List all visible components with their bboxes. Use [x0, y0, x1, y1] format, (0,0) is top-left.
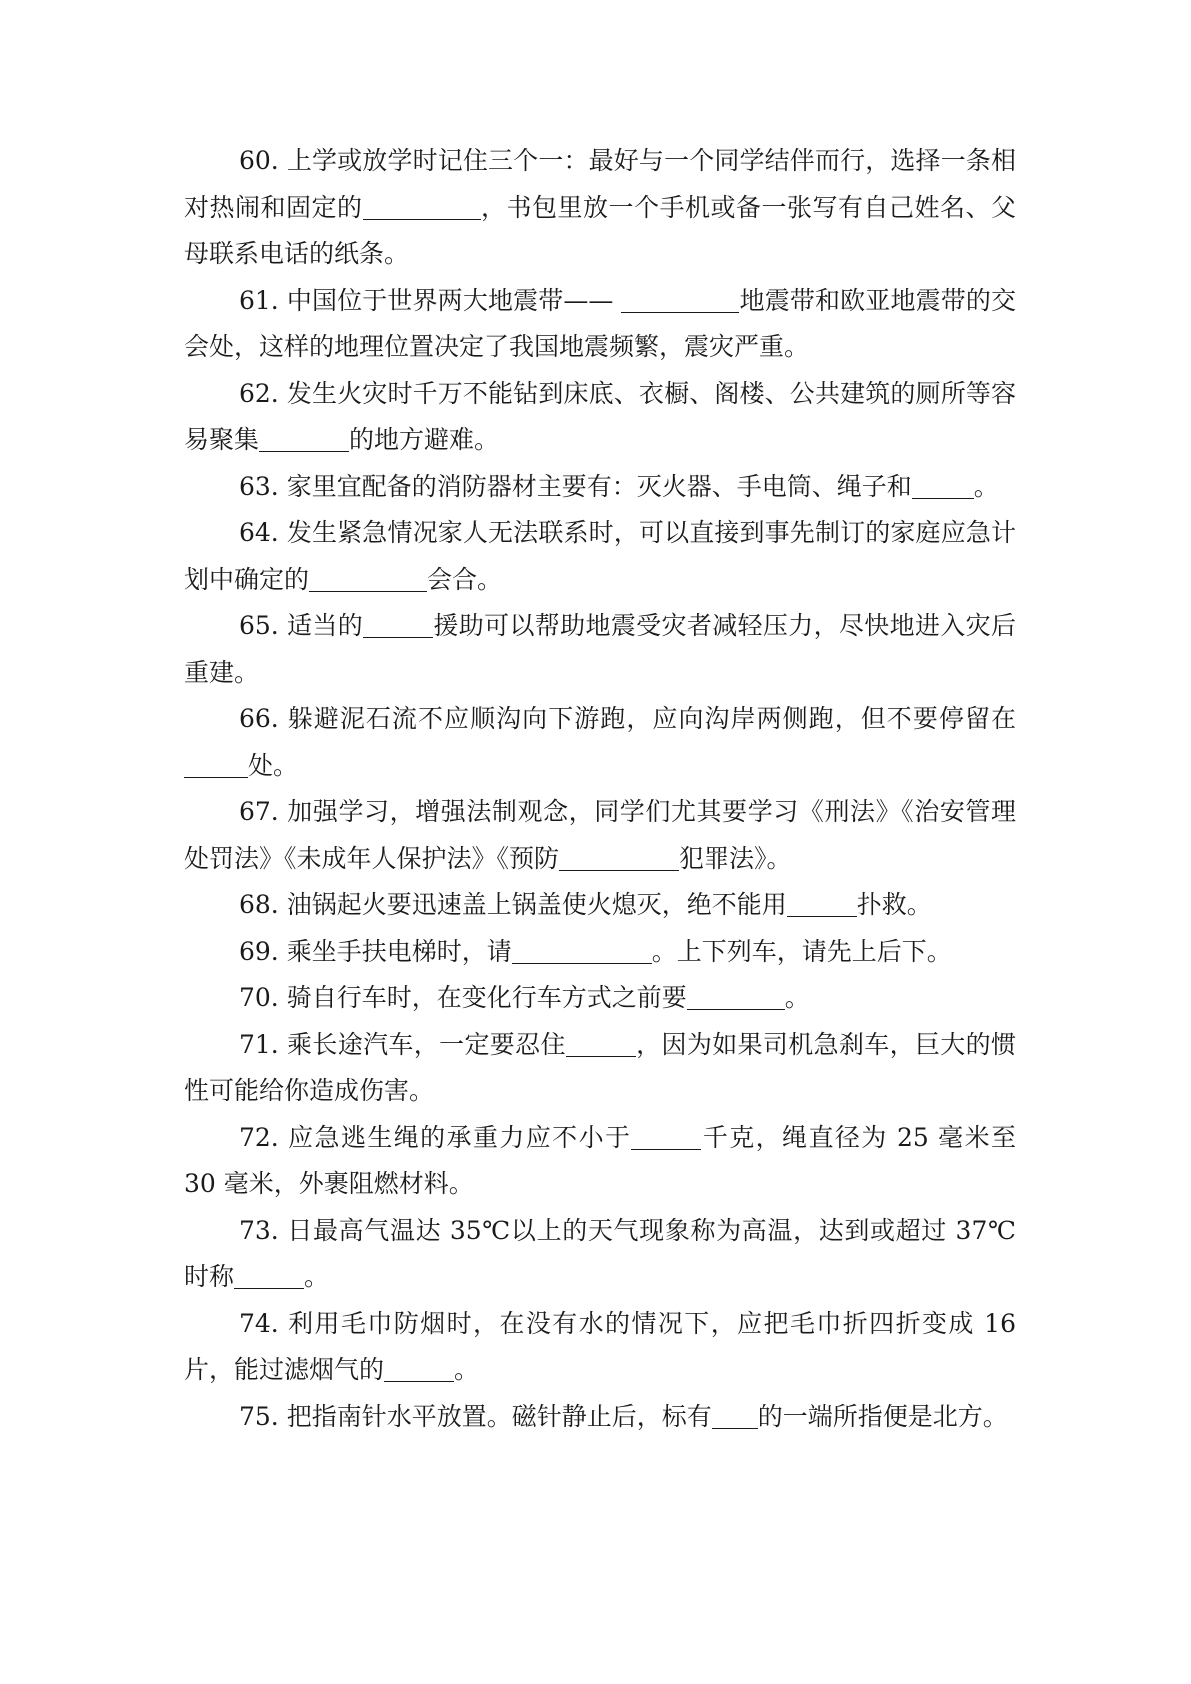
question-62 [184, 371, 1016, 464]
question-74 [184, 1301, 1016, 1394]
answer-blank [712, 1404, 758, 1429]
question-67-text-a: 67. 加强学习，增强法制观念，同学们尤其要学习《刑法》《治安管理处罚法》《未成年人保护法》《预防 [184, 797, 1016, 873]
answer-blank [512, 939, 652, 964]
question-60-text-b: ，书包里放一个手机或备一张写有自己姓名、父母联系电话的纸条。 [184, 192, 1016, 268]
question-66-text-a: 66. 躲避泥石流不应顺沟向下游跑，应向沟岸两侧跑，但不要停留在 [239, 704, 1016, 733]
answer-blank [363, 195, 481, 220]
question-68 [184, 882, 1016, 929]
question-65-text-b: 援助可以帮助地震受灾者减轻压力，尽快地进入灾后重建。 [184, 611, 1016, 687]
answer-blank [184, 753, 248, 778]
question-74-text-b: 。 [454, 1355, 480, 1384]
question-63 [184, 464, 1016, 511]
question-75 [184, 1394, 1016, 1441]
question-70-text-b: 。 [784, 983, 810, 1012]
question-60 [184, 138, 1016, 278]
question-61 [184, 278, 1016, 371]
question-69-text-a: 69. 乘坐手扶电梯时，请 [239, 936, 512, 966]
question-66-text-b: 处。 [248, 750, 299, 780]
question-60-text-a: 60. 上学或放学时记住三个一：最好与一个同学结伴而行，选择一条相对热闹和固定的 [184, 146, 1016, 222]
question-62-text-a: 62. 发生火灾时千万不能钻到床底、衣橱、阁楼、公共建筑的厕所等容易聚集 [184, 378, 1016, 454]
question-68-text-b: 扑救。 [856, 890, 932, 919]
question-74-text-a: 74. 利用毛巾防烟时，在没有水的情况下，应把毛巾折四折变成 16 片，能过滤烟气的 [184, 1308, 1016, 1384]
answer-blank [787, 892, 857, 917]
question-63-text-a: 63. 家里宜配备的消防器材主要有：灭火器、手电筒、绳子和 [239, 471, 912, 501]
question-72-text-a: 72. 应急逃生绳的承重力应不小于 [239, 1122, 632, 1152]
question-69 [184, 929, 1016, 976]
question-72 [184, 1115, 1016, 1208]
question-list [184, 138, 1016, 1440]
question-65 [184, 603, 1016, 696]
answer-blank [234, 1264, 304, 1289]
question-64 [184, 510, 1016, 603]
question-71-text-a: 71. 乘长途汽车，一定要忍住 [239, 1029, 566, 1059]
answer-blank [621, 288, 739, 313]
question-64-text-a: 64. 发生紧急情况家人无法联系时，可以直接到事先制订的家庭应急计划中确定的 [184, 518, 1016, 594]
question-63-text-b: 。 [973, 471, 999, 501]
answer-blank [912, 474, 974, 499]
answer-blank [559, 846, 679, 871]
question-61-text-a: 61. 中国位于世界两大地震带—— [239, 285, 622, 315]
question-75-text-a: 75. 把指南针水平放置。磁针静止后，标有 [239, 1401, 712, 1431]
answer-blank [259, 427, 349, 452]
answer-blank [309, 567, 427, 592]
question-64-text-b: 会合。 [427, 564, 503, 594]
question-72-text-b: 千克，绳直径为 25 毫米至 30 毫米，外裹阻燃材料。 [184, 1122, 1016, 1198]
question-71-text-b: ，因为如果司机急刹车，巨大的惯性可能给你造成伤害。 [184, 1029, 1016, 1105]
question-67-text-b: 犯罪法》。 [679, 843, 792, 873]
question-66 [184, 696, 1016, 789]
answer-blank [363, 613, 433, 638]
question-67 [184, 789, 1016, 882]
answer-blank [631, 1125, 701, 1150]
question-65-text-a: 65. 适当的 [239, 611, 364, 640]
question-75-text-b: 的一端所指便是北方。 [757, 1401, 1008, 1431]
question-70 [184, 975, 1016, 1022]
question-62-text-b: 的地方避难。 [349, 425, 500, 454]
question-70-text-a: 70. 骑自行车时，在变化行车方式之前要 [239, 983, 687, 1012]
question-68-text-a: 68. 油锅起火要迅速盖上锅盖使火熄灭，绝不能用 [239, 890, 787, 919]
answer-blank [384, 1357, 454, 1382]
question-69-text-b: 。上下列车，请先上后下。 [651, 936, 952, 966]
answer-blank [687, 985, 785, 1010]
question-73-text-b: 。 [304, 1262, 330, 1291]
question-61-text-b: 地震带和欧亚地震带的交会处，这样的地理位置决定了我国地震频繁，震灾严重。 [184, 285, 1016, 361]
question-73-text-a: 73. 日最高气温达 35℃以上的天气现象称为高温，达到或超过 37℃时称 [184, 1215, 1016, 1291]
answer-blank [566, 1032, 636, 1057]
question-71 [184, 1022, 1016, 1115]
question-73 [184, 1208, 1016, 1301]
